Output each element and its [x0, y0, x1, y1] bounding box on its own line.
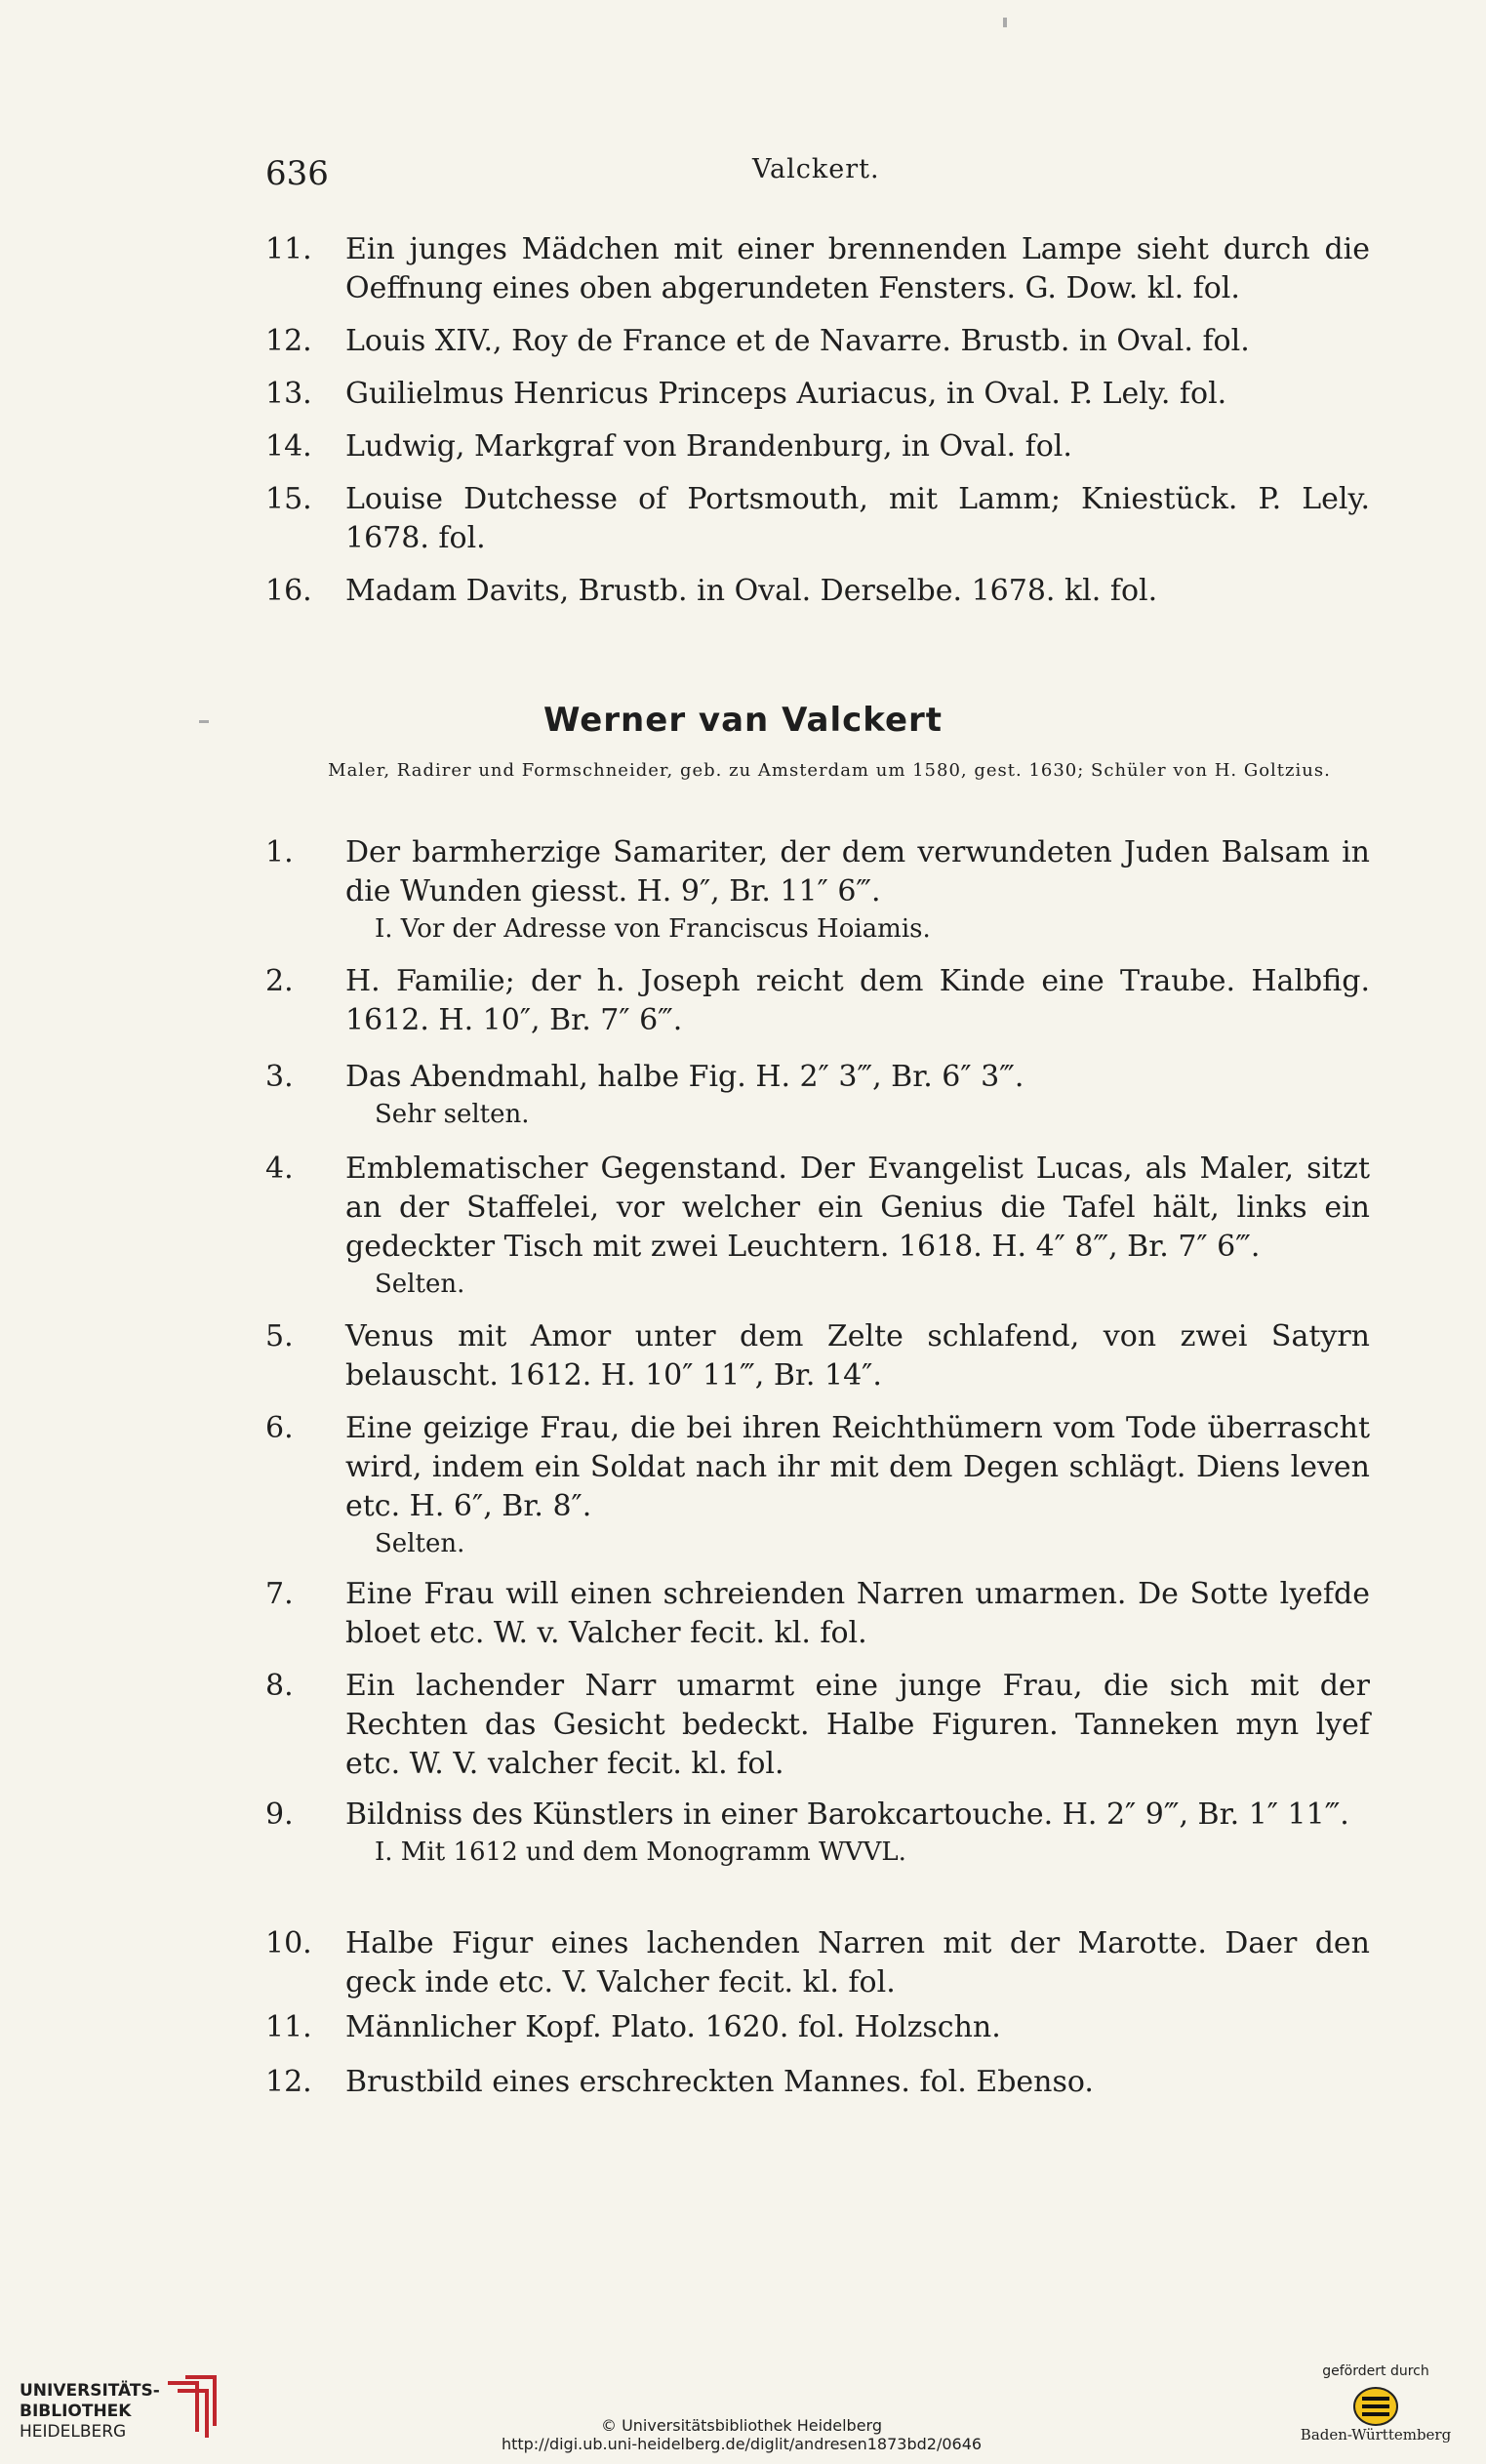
list-item: [265, 230, 1370, 308]
item-number: 16.: [265, 574, 312, 608]
list-item: [265, 1575, 1370, 1653]
item-text: Männlicher Kopf. Plato. 1620. fol. Holzschn.: [345, 2010, 1001, 2044]
item-text: Ludwig, Markgraf von Brandenburg, in Oval. fol.: [345, 429, 1072, 464]
running-title: Valckert.: [752, 154, 880, 184]
scan-speck: [1003, 18, 1007, 27]
item-number: 12.: [265, 2065, 312, 2099]
item-number: 6.: [265, 1411, 294, 1445]
list-item: [265, 962, 1370, 1040]
list-item: [265, 833, 1370, 947]
item-text: Venus mit Amor unter dem Zelte schlafend, von zwei Satyrn belauscht. 1612. H. 10″ 11‴, Br. 14″.: [345, 1319, 1370, 1393]
item-note: I. Mit 1612 und dem Monogramm WVVL.: [375, 1838, 906, 1867]
list-item: [265, 480, 1370, 558]
list-item: [265, 1924, 1370, 2002]
library-name-line1: UNIVERSITÄTS-: [20, 2381, 160, 2401]
item-text: Eine geizige Frau, die bei ihren Reichthümern vom Tode überrascht wird, indem ein Soldat nach ihr mit dem Degen schlägt. Diens leven etc. H. 6″, Br. 8″.: [345, 1411, 1370, 1523]
library-name-line3: HEIDELBERG: [20, 2422, 127, 2442]
list-item: [265, 1796, 1370, 1870]
sponsor-state: Baden-Württemberg: [1300, 2426, 1452, 2444]
list-item: [265, 375, 1370, 414]
scan-speck: [199, 720, 209, 723]
item-text: Louise Dutchesse of Portsmouth, mit Lamm; Kniestück. P. Lely. 1678. fol.: [345, 482, 1370, 555]
item-text: Brustbild eines erschreckten Mannes. fol. Ebenso.: [345, 2065, 1094, 2099]
item-number: 4.: [265, 1151, 294, 1186]
item-text: Ein junges Mädchen mit einer brennenden Lampe sieht durch die Oeffnung eines oben abgerundeten Fensters. G. Dow. kl. fol.: [345, 232, 1370, 305]
copyright-text: © Universitätsbibliothek Heidelberg: [600, 2416, 882, 2435]
list-item: [265, 427, 1370, 466]
item-text: Louis XIV., Roy de France et de Navarre. Brustb. in Oval. fol.: [345, 324, 1250, 358]
list-item: [265, 322, 1370, 361]
library-mark-icon: [158, 2373, 222, 2442]
list-item: [265, 1667, 1370, 1784]
item-number: 12.: [265, 324, 312, 358]
list-item: [265, 572, 1370, 611]
section-subtitle: Maler, Radirer und Formschneider, geb. zu Amsterdam um 1580, gest. 1630; Schüler von H. Goltzius.: [328, 760, 1331, 781]
item-number: 11.: [265, 232, 312, 266]
item-text: Eine Frau will einen schreienden Narren umarmen. De Sotte lyefde bloet etc. W. v. Valcher fecit. kl. fol.: [345, 1577, 1370, 1650]
item-note: Selten.: [375, 1270, 465, 1299]
item-number: 10.: [265, 1926, 312, 1960]
library-logo: [20, 2373, 215, 2442]
item-text: Emblematischer Gegenstand. Der Evangelist Lucas, als Maler, sitzt an der Staffelei, vor welcher ein Genius die Tafel hält, links ein gedeckter Tisch mit zwei Leuchtern. 1618. H. 4″ 8‴, Br. 7″ 6‴.: [345, 1151, 1370, 1264]
item-number: 15.: [265, 482, 312, 516]
item-number: 1.: [265, 835, 294, 869]
list-item: [265, 2063, 1370, 2102]
section-title: Werner van Valckert: [542, 701, 944, 740]
item-number: 5.: [265, 1319, 294, 1353]
item-text: Madam Davits, Brustb. in Oval. Derselbe. 1678. kl. fol.: [345, 574, 1158, 608]
item-text: Guilielmus Henricus Princeps Auriacus, in Oval. P. Lely. fol.: [345, 377, 1227, 411]
list-item: [265, 1409, 1370, 1561]
item-number: 3.: [265, 1060, 294, 1094]
item-text: Ein lachender Narr umarmt eine junge Frau, die sich mit der Rechten das Gesicht bedeckt. Halbe Figuren. Tanneken myn lyef etc. W. V. valcher fecit. kl. fol.: [345, 1669, 1370, 1781]
item-note: Selten.: [375, 1529, 465, 1558]
item-number: 2.: [265, 964, 294, 998]
item-number: 7.: [265, 1577, 294, 1611]
list-item: [265, 1317, 1370, 1395]
item-number: 9.: [265, 1798, 294, 1832]
library-name: [20, 2381, 160, 2443]
permalink-url[interactable]: http://digi.ub.uni-heidelberg.de/diglit/andresen1873bd2/0646: [501, 2435, 983, 2453]
item-number: 11.: [265, 2010, 312, 2044]
item-text: Der barmherzige Samariter, der dem verwundeten Juden Balsam in die Wunden giesst. H. 9″, Br. 11″ 6‴.: [345, 835, 1370, 909]
list-item: [265, 1058, 1370, 1132]
page-number: 636: [265, 154, 329, 193]
item-text: Das Abendmahl, halbe Fig. H. 2″ 3‴, Br. 6″ 3‴.: [345, 1060, 1024, 1094]
copyright-notice: [449, 2416, 1034, 2453]
item-note: Sehr selten.: [375, 1100, 530, 1129]
list-item: [265, 2008, 1370, 2047]
item-note: I. Vor der Adresse von Franciscus Hoiamis.: [375, 914, 931, 944]
sponsor-block: [1298, 2363, 1454, 2444]
library-name-line2: BIBLIOTHEK: [20, 2402, 132, 2421]
item-text: H. Familie; der h. Joseph reicht dem Kinde eine Traube. Halbfig. 1612. H. 10″, Br. 7″ 6‴.: [345, 964, 1370, 1037]
item-number: 14.: [265, 429, 312, 464]
state-crest-icon: [1350, 2385, 1401, 2428]
item-text: Halbe Figur eines lachenden Narren mit der Marotte. Daer den geck inde etc. V. Valcher fecit. kl. fol.: [345, 1926, 1370, 1999]
list-item: [265, 1150, 1370, 1302]
item-text: Bildniss des Künstlers in einer Barokcartouche. H. 2″ 9‴, Br. 1″ 11‴.: [345, 1798, 1349, 1832]
item-number: 13.: [265, 377, 312, 411]
item-number: 8.: [265, 1669, 294, 1703]
sponsor-label: gefördert durch: [1322, 2363, 1429, 2379]
